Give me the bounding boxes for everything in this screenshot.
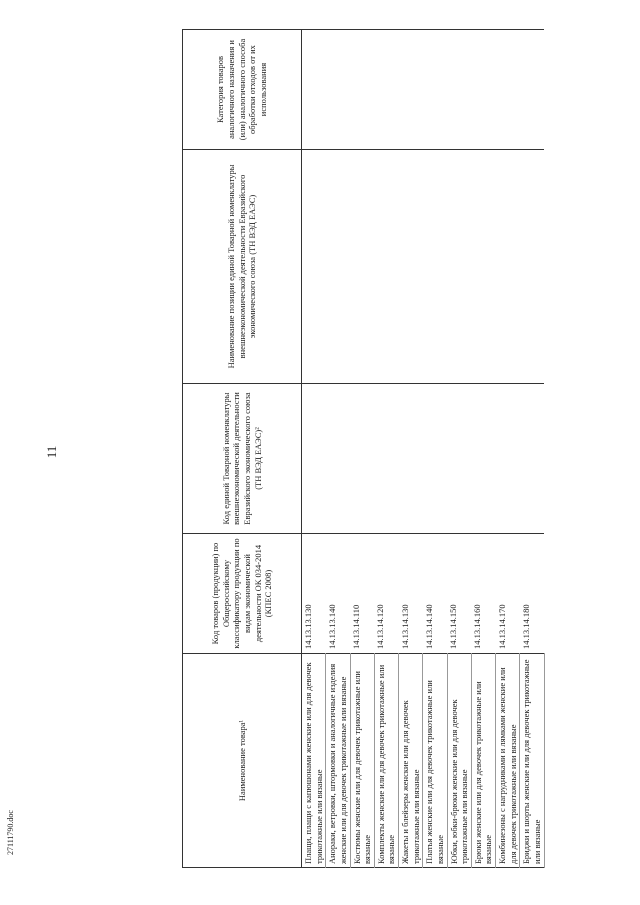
cell-category [520, 30, 544, 150]
header-tnved-name: Наименование позиции единой Товарной номенклатуры внешнеэкономической деятельности Евразийского экономического союза (ТН ВЭД ЕАЭС) [183, 150, 302, 384]
cell-product-name: Брюки женские или для девочек трикотажные или вязаные [471, 654, 495, 868]
table-row [496, 30, 520, 868]
cell-tnved-name [447, 150, 471, 384]
cell-product-name: Анораки, ветровки, штормовки и аналогичные изделия женские или для девочек трикотажные или вязаные [326, 654, 350, 868]
cell-okpd-code: 14.13.14.110 [350, 534, 374, 654]
cell-category [496, 30, 520, 150]
cell-product-name: Бриджи и шорты женские или для девочек трикотажные или вязаные [520, 654, 544, 868]
table-row [374, 30, 398, 868]
cell-tnved-code [471, 384, 495, 534]
cell-okpd-code: 14.13.14.180 [520, 534, 544, 654]
cell-product-name: Комплекты женские или для девочек трикотажные или вязаные [374, 654, 398, 868]
cell-okpd-code: 14.13.14.160 [471, 534, 495, 654]
cell-tnved-name [471, 150, 495, 384]
page-number: 11 [44, 445, 59, 459]
cell-tnved-code [520, 384, 544, 534]
cell-tnved-code [302, 384, 326, 534]
cell-tnved-code [399, 384, 423, 534]
cell-product-name: Костюмы женские или для девочек трикотажные или вязаные [350, 654, 374, 868]
table-row [326, 30, 350, 868]
cell-category [447, 30, 471, 150]
cell-tnved-code [496, 384, 520, 534]
header-tnved-code: Код единой Товарной номенклатуры внешнеэкономической деятельности Евразийского экономического союза (ТН ВЭД ЕАЭС)² [183, 384, 302, 534]
cell-tnved-name [326, 150, 350, 384]
cell-category [350, 30, 374, 150]
cell-okpd-code: 14.13.14.170 [496, 534, 520, 654]
header-category: Категория товаров аналогичного назначения и (или) аналогичного способа обработки отходов от их использования [183, 30, 302, 150]
table-row [471, 30, 495, 868]
cell-tnved-name [350, 150, 374, 384]
cell-tnved-name [496, 150, 520, 384]
cell-tnved-code [423, 384, 447, 534]
cell-product-name: Жакеты и блейзеры женские или для девочек трикотажные или вязаные [399, 654, 423, 868]
table-body [302, 30, 545, 868]
cell-tnved-code [350, 384, 374, 534]
table-row [520, 30, 544, 868]
cell-tnved-code [447, 384, 471, 534]
cell-tnved-code [326, 384, 350, 534]
goods-table [182, 29, 545, 868]
cell-category [399, 30, 423, 150]
table-row [423, 30, 447, 868]
cell-category [423, 30, 447, 150]
table-row [447, 30, 471, 868]
cell-okpd-code: 14.13.14.140 [423, 534, 447, 654]
cell-tnved-name [302, 150, 326, 384]
cell-category [302, 30, 326, 150]
table-header-row [183, 30, 302, 868]
table-row [399, 30, 423, 868]
header-okpd: Код товаров (продукции) по Общероссийскому классификатору продукции по видам экономической деятельности ОК 034-2014 (КПЕС 2008) [183, 534, 302, 654]
header-name: Наименование товара¹ [183, 654, 302, 868]
cell-category [326, 30, 350, 150]
cell-product-name: Комбинезоны с нагрудниками и лямками женские или для девочек трикотажные или вязаные [496, 654, 520, 868]
cell-tnved-name [374, 150, 398, 384]
cell-product-name: Юбки, юбки-брюки женские или для девочек трикотажные или вязаные [447, 654, 471, 868]
cell-tnved-name [520, 150, 544, 384]
footer-filename: 27111790.doc [6, 810, 15, 855]
cell-okpd-code: 14.13.13.140 [326, 534, 350, 654]
cell-okpd-code: 14.13.14.150 [447, 534, 471, 654]
table-row [302, 30, 326, 868]
table-row [350, 30, 374, 868]
cell-okpd-code: 14.13.14.130 [399, 534, 423, 654]
cell-tnved-code [374, 384, 398, 534]
cell-okpd-code: 14.13.13.130 [302, 534, 326, 654]
cell-product-name: Плащи, плащи с капюшонами женские или для девочек трикотажные или вязаные [302, 654, 326, 868]
cell-tnved-name [423, 150, 447, 384]
cell-tnved-name [399, 150, 423, 384]
cell-category [471, 30, 495, 150]
cell-product-name: Платья женские или для девочек трикотажные или вязаные [423, 654, 447, 868]
cell-okpd-code: 14.13.14.120 [374, 534, 398, 654]
cell-category [374, 30, 398, 150]
